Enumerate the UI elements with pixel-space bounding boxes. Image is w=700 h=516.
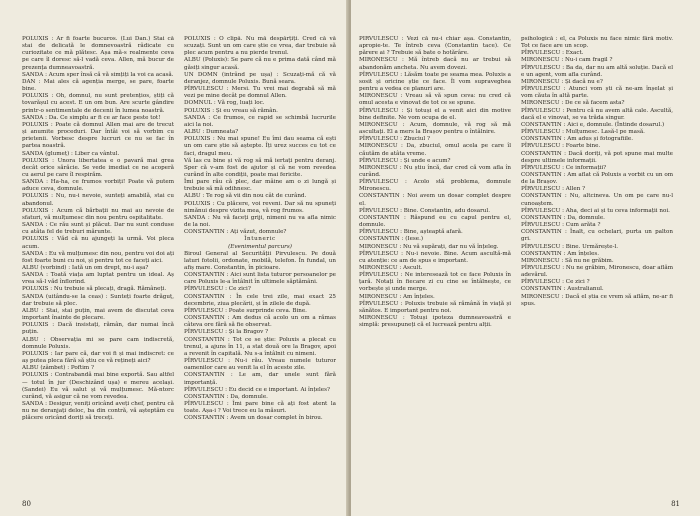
dialogue-paragraph: PÎRVULESCU : Aha, deci ai și tu ceva informații noi. [521,207,670,214]
dialogue-paragraph: PÎRVULESCU : Vezi că nu-i chiar așa. Constantin, apropie-te. Te întreb ceva (Constantin tace). Ce părere ai ? Trebuie să bate o hotărâre. [359,36,511,57]
dialogue-paragraph: PÎRVULESCU : Ce informații? [521,164,607,171]
dialogue-paragraph: CONSTANTIN : Da, domnule. [521,214,605,221]
dialogue-paragraph: CONSTANTIN : Noi avem un dosar complet despre el. [359,193,511,207]
dialogue-paragraph: POLUXIS : O clipă. Nu mă despărțiți. Cred că vă scuzați. Sunt un om care știe ce vrea, dar trebuie să plec acum pentru a nu pierde trenul. [184,36,336,57]
dialogue-paragraph: POLUXIS : Nu mai spune! Eu îmi dau seama că ești un om care știe să aștepte. Îți urez succes cu tot ce faci, dragul meu. [184,136,336,157]
dialogue-paragraph: POLUXIS : Cu plăcere, voi reveni. Dar să nu spuneți nimănui despre vizita mea, vă rog frumos. [184,200,336,214]
dialogue-paragraph: POLUXIS : Acum că bărbații nu mai au nevoie de sfaturi, vă mulțumesc din nou pentru ospitalitate. [22,207,174,221]
dialogue-paragraph: SANDA : Nu vă faceți griji, nimeni nu va afla nimic de la noi. [184,214,336,229]
dialogue-paragraph: POLUXIS : Nu, nu-i nevoie, sunteți amabilă, stai cu abandonul. [22,193,174,207]
right-page-column-2 [521,36,673,482]
dialogue-paragraph: POLUXIS : Contrabandă mai bine exportă. Sau altfel — totul în jur (Deschizând ușa) e mereu același. (Sandei) Eu vă salut și vă mulțumesc. Mă-ntorc curând, vă asigur că ne vom revedea. [22,372,174,400]
dialogue-paragraph: SANDA : Toată viața am luptat pentru un ideal. Aș vrea să-l văd înflorind. [22,272,174,286]
dialogue-paragraph: CONSTANTIN : Da, domnule. [184,393,268,400]
dialogue-paragraph: PÎRVULESCU : Atunci vom ști că ne-am înșelat și vom căuta în altă parte. [521,86,673,100]
dialogue-paragraph: SANDA : Ha-ha, ce frumos vorbiți! Poate vă putem aduce ceva, domnule. [22,179,174,193]
dialogue-paragraph: PÎRVULESCU : Cum arăta ? [521,222,601,229]
right-page-number: 81 [671,500,680,508]
dialogue-paragraph: MIRONESCU : Vreau să vă spun ceva: nu cred că omul acesta e vinovat de tot ce se spune. [359,93,511,107]
right-page-column-1 [359,36,511,482]
dialogue-paragraph: MIRONESCU : Mă întreb dacă nu ar trebui să abandonăm ancheta. Nu avem dovezi. [359,57,511,71]
dialogue-paragraph: SANDA : Ce rău sunt și plăcut. Dar nu sunt conduse cu atâta fel de treburi mărunte. [22,222,174,236]
dialogue-paragraph: SANDA (uitându-se la ceas) : Sunteți foarte drăguț, dar trebuie să plec. [22,293,174,307]
dialogue-paragraph: PÎRVULESCU : Lăsăm toate pe seama mea. Poluxis a sosit și oricine știe ce face. Îl vom supraveghea pentru a vedea ce planuri are. [359,71,511,93]
dialogue-paragraph: CONSTANTIN : Am dedus că acolo un om a rămas câteva ore fără să fie observat. [184,315,336,329]
dialogue-paragraph: PÎRVULESCU : Îmi pare bine că ați fost atent la toate. Așa-i ? Voi trece eu la măsuri. [184,400,336,415]
dialogue-paragraph: PÎRVULESCU : Ba da, dar nu am altă soluție. Dacă el e un agent, vom afla curând. [521,64,673,78]
dialogue-paragraph: CONSTANTIN : Dacă doriți, vă pot spune mai multe despre ultimele informații. [521,150,673,164]
dialogue-paragraph: PÎRVULESCU : Bine, așteaptă afară. [359,229,463,236]
dialogue-paragraph: PÎRVULESCU : Și unde e acum? [359,157,451,164]
dialogue-paragraph: MIRONESCU : Nu-i cam fragil ? [521,57,613,64]
dialogue-paragraph: CONSTANTIN : Înalt, cu ochelari, purta un palton gri. [521,229,673,243]
dialogue-paragraph: CONSTANTIN : Aici sunt lista tuturor persoanelor pe care Poluxis le-a întâlnit în ultimele săptămâni. [184,272,336,286]
dialogue-paragraph: POLUXIS : Dacă insistați, rămân, dar numai încă puțin. [22,322,174,336]
right-page [351,0,700,516]
left-page-number: 80 [22,500,31,508]
dialogue-paragraph: PÎRVULESCU : Nu ne grăbim, Mironescu, doar aflăm adevărul. [521,265,673,279]
left-page-column-2 [184,36,336,482]
dialogue-paragraph: ALBU (vorbind) : Iată un om drept, nu-i așa? [22,265,149,271]
dialogue-paragraph: MIRONESCU : Dacă el știa ce vrem să aflăm, ne-ar fi spus. [521,293,673,307]
left-page-column-1 [22,36,174,482]
dialogue-paragraph: SANDA : Desigur, veniți oricând aveți chef, pentru că nu ne deranjați deloc, ba din contră, vă așteptăm cu plăcere oricând doriți să treceți. [22,400,174,422]
dialogue-paragraph: PÎRVULESCU : Eu decid ce e important. Ai înțeles? [184,386,330,393]
dialogue-paragraph: CONSTANTIN : Avem un dosar complet în birou. [184,415,323,422]
dialogue-paragraph: MIRONESCU : Da, zbuciul, omul acela pe care îl căutăm de atâta vreme. [359,143,511,157]
dialogue-paragraph: SANDA : Da. Ce simplu ar fi ce ar face peste tot! [22,114,161,121]
left-page [0,0,349,516]
curtain-title: Întuneric [244,236,276,243]
dialogue-paragraph: PÎRVULESCU : Acolo stă problema, domnule Mironescu. [359,179,511,193]
dialogue-paragraph: POLUXIS : Oh, domnul, nu sunt pretențios, știți că tovarășul cu acest. E un om bun. Are scurte gândire printr-o sentimentale de decenii în lumea noastră. [22,93,174,114]
dialogue-paragraph: PÎRVULESCU : Exact. [521,50,584,57]
dialogue-paragraph: MIRONESCU : Acum, domnule, vă rog să mă ascultați. El a mers la Brașov pentru o întâlnire. [359,121,511,136]
dialogue-paragraph: PÎRVULESCU : Foarte bine. [521,143,601,150]
dialogue-paragraph: PÎRVULESCU : Poate surprinde ceva. Bine. [184,307,307,314]
dialogue-paragraph: PÎRVULESCU : Bine. Constantin, adu dosarul. [359,207,490,214]
dialogue-paragraph: ALBU : Dumneata? [184,129,239,136]
dialogue-paragraph: PÎRVULESCU : Și la Bragov ? [184,329,269,336]
dialogue-paragraph: POLUXIS : Poate că domnul Allen mai are de trecut și anumite proceduri. Dar întâi voi să vorbim cu prietenii. Vorbesc despre lucruri ce nu se fac în partea noastră. [22,121,174,150]
dialogue-paragraph: POLUXIS : Iar pare că, dar voi fi și mai indiscret: ce aș putea pleca fără să știu ce vă rețineți aici? [22,350,174,365]
dialogue-paragraph: psihologică : el, ca Poluxis nu face nimic fără motiv. Tot ce face are un scop. [521,36,673,50]
dialogue-paragraph: ALBU : Te rog să vii din nou cât de curând. [184,193,307,200]
dialogue-paragraph: PÎRVULESCU : Ce zici? [184,286,251,293]
dialogue-paragraph: CONSTANTIN : Am înțeles. [521,250,600,257]
dialogue-paragraph: PÎRVULESCU : Mulțumesc. Lasă-l pe masă. [521,129,645,136]
dialogue-paragraph: ALBU : Stai, stai puțin, mai avem de discutat ceva important înainte de plecare. [22,307,174,322]
dialogue-paragraph: PÎRVULESCU : Pentru că nu avem altă cale. Ascultă, dacă el e vinovat, se va trăda singur. [521,107,673,121]
dialogue-paragraph: PÎRVULESCU : Allen ? [521,186,586,193]
dialogue-paragraph: SANDA (glumeț) : Liber ca vântul. [22,150,120,157]
dialogue-paragraph: PÎRVULESCU : Mersi. Tu vrei mai degrabă să mă vezi pe mine decât pe domnul Allen. [184,86,336,100]
dialogue-paragraph: PÎRVULESCU : Bine. Urmărește-l. [521,243,619,250]
dialogue-paragraph: MIRONESCU : Nu vă supărați, dar nu vă înțeleg. [359,243,499,250]
dialogue-paragraph: MIRONESCU : Nu știu încă, dar cred că vom afla în curând. [359,164,511,178]
dialogue-paragraph: CONSTANTIN : Aici e, domnule. (Întinde dosarul.) [521,121,665,128]
dialogue-paragraph: PÎRVULESCU : Nu-i rău. Vreau numele tuturor oamenilor care au venit la el în aceste zile. [184,358,336,372]
dialogue-paragraph: ALBU (Poluxis): Se pare că nu e prima dată când mă găsiți singur acasă. [184,57,336,71]
dialogue-paragraph: CONSTANTIN : Am aflat că Poluxis a vorbit cu un om de la Brașov. [521,171,673,186]
dialogue-paragraph: CONSTANTIN : Le am, dar unele sunt fără importanță. [184,372,336,386]
dialogue-paragraph: MIRONESCU : De ce să facem asta? [521,100,625,107]
dialogue-paragraph: PÎRVULESCU : Și totuși el a venit aici din motive bine definite. Ne vom ocupa de el. [359,107,511,121]
dialogue-paragraph: Vă las cu bine și vă rog să mă iertați pentru deranj. Sper că v-am fost de ajutor și că ne vom revedea curând în alte condiții, poate mai fericite. [184,157,336,178]
dialogue-paragraph: PÎRVULESCU : Zbuciul ? [359,136,430,143]
dialogue-paragraph: POLUXIS : Și eu vreau să rămân. [184,107,278,114]
dialogue-paragraph: SANDA : Ce frumos, ce rapid se schimbă lucrurile aici la noi. [184,114,336,128]
dialogue-paragraph: SANDA : Acum sper însă că vă simțiți la voi ca acasă. [22,71,174,78]
dialogue-paragraph: CONSTANTIN : Tot ce se știe: Poluxis a plecat cu trenul, a ajuns în 11, a stat două ore la Bragov, apoi a revenit în capitală. Nu s-a întâlnit cu nimeni. [184,336,336,357]
dialogue-paragraph: UN DOMN (intrând pe ușa) : Scuzați-mă că vă deranjez, domnule Poluxis. Bună seara. [184,71,336,85]
dialogue-paragraph: POLUXIS : Unora libertatea e o pavară mai grea decât orice sărăcie. Se vede imediat ce ne acoperă cu aerul pe care îl respirăm. [22,157,174,178]
dialogue-paragraph: Biroul General al Securității Pirvulescu. Pe două laturi fotolii, ordonate, mobilă, telefon. În fundal, un afiș mare. Constantin, în picioare. [184,250,336,271]
dialogue-paragraph: POLUXIS : Văd că nu ajungeți la urmă. Voi pleca acum. [22,236,174,250]
dialogue-paragraph: PÎRVULESCU : Ne interesează tot ce face Poluxis în țară. Notați în fiecare zi cu cine se întâlnește, ce vorbește și unde merge. [359,272,511,293]
dialogue-paragraph: CONSTANTIN : Ați văzut, domnule? [184,229,287,236]
dialogue-paragraph: CONSTANTIN : În cele trei zile, mai exact 25 decembrie, ziua plecării, și în zilele de după. [184,293,336,307]
dialogue-paragraph: CONSTANTIN : Australianul. [521,286,604,293]
dialogue-paragraph: CONSTANTIN : Nu, altcineva. Un om pe care nu-l cunoaștem. [521,193,673,207]
dialogue-paragraph: PÎRVULESCU : Nu-i nevoie. Bine. Acum ascultă-mă cu atenție: ce am de spus e important. [359,250,511,264]
dialogue-paragraph: MIRONESCU : Ascult. [359,265,423,271]
dialogue-paragraph: CONSTANTIN : Răspund eu cu capul pentru el, domnule. [359,214,511,229]
dialogue-paragraph: MIRONESCU : Și dacă nu e? [521,78,603,85]
dialogue-paragraph: PÎRVULESCU : Ce zici ? [521,279,590,286]
dialogue-paragraph: Îmi pare rău că plec, dar mâine am o zi lungă și trebuie să mă odihnesc. [184,179,336,193]
dialogue-paragraph: MIRONESCU : Am înțeles. [359,293,435,300]
dialogue-paragraph: POLUXIS : Ar fi foarte bucuros. (Lui Dan.) Stai că stai de delicată le domnevoastră râdicate cu curiozitate ce mă plătesc. Așa mă-s realmente ceva pe care îl doresc să-l vadă ceva. Allen, mă bucur de prezența dumneavoastră. [22,36,174,71]
dialogue-paragraph: PÎRVULESCU : Poluxis trebuie să rămână în viață și sănătos. E important pentru noi. [359,300,511,314]
dialogue-paragraph: SANDA : Eu vă mulțumesc din nou, pentru voi doi ați fost foarte buni cu noi, și pentru tot ce faceți aici. [22,250,174,264]
dialogue-paragraph: ALBU (zâmbet) : Poftim ? [22,365,94,372]
dialogue-paragraph: ALBU : Observația mi se pare cam indiscretă, domnule Poluxis. [22,336,174,350]
dialogue-paragraph: DAN : Mai ales că agenția merge, se pare, foarte bine. [22,78,174,93]
curtain-subtitle: (Evenimentul parcurs) [228,243,292,250]
dialogue-paragraph: POLUXIS : Nu trebuie să plecați, dragă. Rămâneți. [22,286,167,293]
dialogue-paragraph: CONSTANTIN : (Iese.) [359,236,424,243]
dialogue-paragraph: DOMNUL : Vă rog, luați loc. [184,100,265,107]
dialogue-paragraph: CONSTANTIN : Am adus și fotografiile. [521,136,633,143]
dialogue-paragraph: MIRONESCU : Totuși ipoteza dumneavoastră e simplă: presupuneți că el lucrează pentru alții. [359,315,511,329]
dialogue-paragraph: MIRONESCU : Să nu ne grăbim. [521,257,614,264]
